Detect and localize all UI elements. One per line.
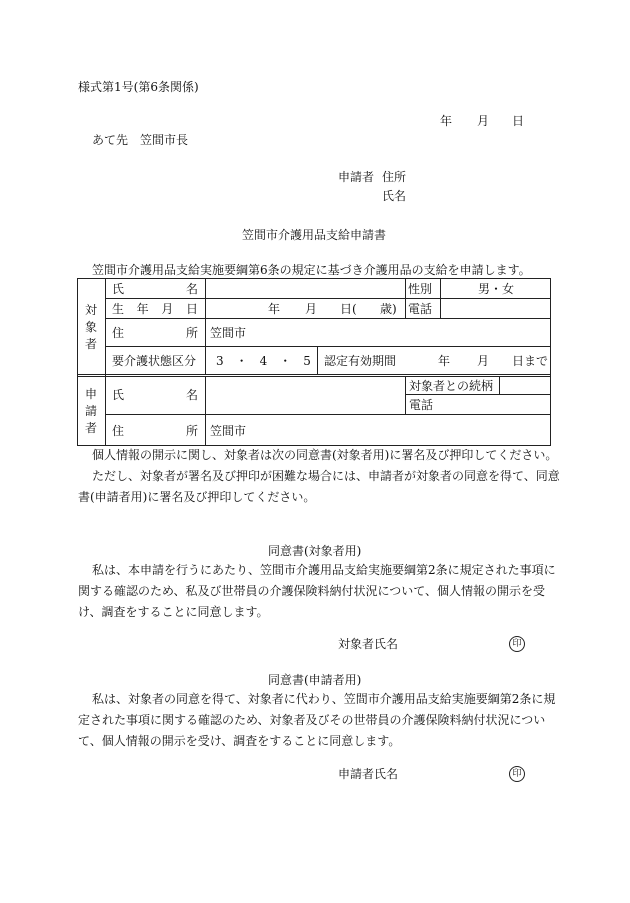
applicant-address-label: 住 所 [112,424,198,438]
applicant-address-value: 笠間市 [210,424,247,438]
date-day-label: 日 [512,114,525,128]
birth-age-label: 歳) [380,302,397,316]
consent-line: て、個人情報の開示を受け、調査をすることに同意します。 [78,734,401,748]
applicant-header-label: 申請者 [338,170,375,184]
form-number: 様式第1号(第6条関係) [78,80,199,94]
gender-label: 性別 [408,282,433,296]
consent-line: 関する確認のため、私及び世帯員の介護保険料納付状況について、個人情報の開示を受 [78,584,546,598]
subject-name-label: 氏 名 [112,282,198,296]
applicant-header-address-label: 住所 [382,170,407,184]
phone-label: 電話 [408,302,433,316]
relation-label: 対象者との続柄 [409,379,494,393]
addressee: あて先 笠間市長 [92,133,189,147]
subject-address-value: 笠間市 [210,326,247,340]
birth-day-label: 日( [340,302,357,316]
validity-label: 認定有効期間 [324,354,397,368]
care-level-value: 3 ・ 4 ・ 5 [216,354,311,368]
gender-value: 男・女 [478,282,515,296]
consent-subject-body [78,560,556,623]
notes-block [78,445,560,508]
date-year-label: 年 [440,114,453,128]
care-level-label: 要介護状態区分 [112,354,197,368]
seal-stamp-icon: 印 [509,766,525,782]
consent-line: 私は、本申請を行うにあたり、笠間市介護用品支給実施要綱第2条に規定された事項に [92,563,556,577]
consent-applicant-body [78,689,555,752]
validity-month-label: 月 [477,354,490,368]
validity-year-label: 年 [438,354,451,368]
validity-until-label: 日まで [512,354,549,368]
consent-subject-signature-label: 対象者氏名 [338,637,399,651]
note-line: 個人情報の開示に関し、対象者は次の同意書(対象者用)に署名及び押印してください。 [92,448,558,462]
consent-applicant-signature-label: 申請者氏名 [338,767,399,781]
date-month-label: 月 [477,114,490,128]
subject-address-label: 住 所 [112,326,198,340]
subject-group-label: 対象者 [84,303,97,351]
note-line: ただし、対象者が署名及び押印が困難な場合には、申請者が対象者の同意を得て、同意 [92,469,560,483]
birth-month-label: 月 [305,302,318,316]
consent-line: 定された事項に関する確認のため、対象者及びその世帯員の介護保険料納付状況につい [78,713,546,727]
applicant-group-label: 申請者 [84,387,97,435]
consent-subject-title: 同意書(対象者用) [268,544,362,558]
seal-stamp-icon: 印 [509,636,525,652]
document-title: 笠間市介護用品支給申請書 [242,228,387,242]
consent-line: け、調査をすることに同意します。 [78,605,269,619]
birth-year-label: 年 [268,302,281,316]
birth-label: 生 年 月 日 [112,302,198,316]
applicant-name-label: 氏 名 [112,388,198,402]
consent-line: 私は、対象者の同意を得て、対象者に代わり、笠間市介護用品支給実施要綱第2条に規 [92,692,556,706]
intro-text: 笠間市介護用品支給実施要綱第6条の規定に基づき介護用品の支給を申請します。 [92,263,531,277]
consent-applicant-title: 同意書(申請者用) [268,673,362,687]
applicant-header-name-label: 氏名 [382,189,407,203]
applicant-phone-label: 電話 [409,398,434,412]
note-line: 書(申請者用)に署名及び押印してください。 [78,490,316,504]
